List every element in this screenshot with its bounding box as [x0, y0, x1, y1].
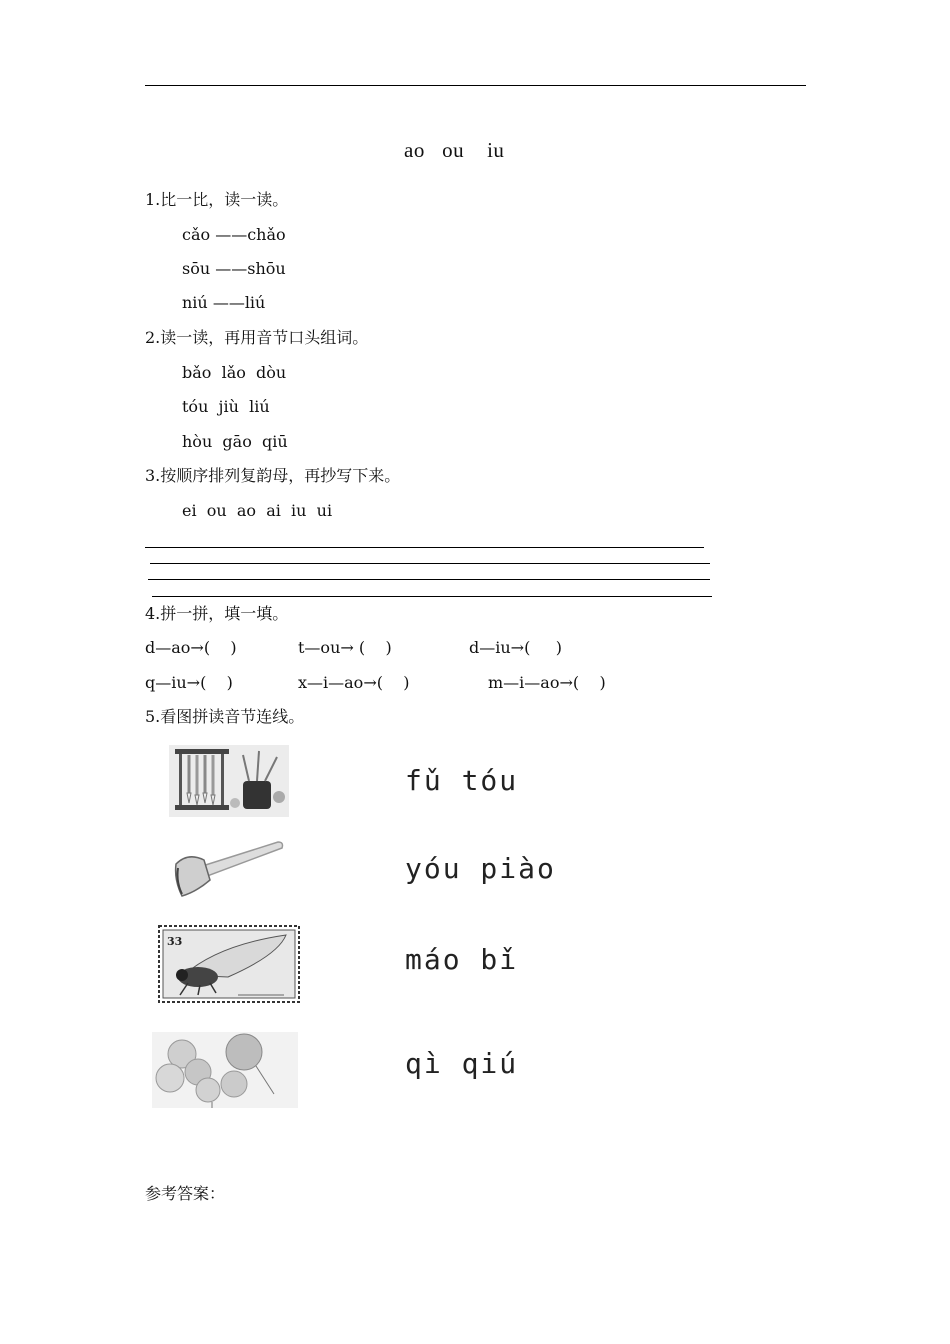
q1-heading: 1.比一比，读一读。 [145, 190, 289, 209]
stamp-icon[interactable] [158, 925, 300, 1003]
axe-icon[interactable] [166, 836, 286, 906]
writing-line[interactable] [148, 579, 710, 580]
q3-finals: ei ou ao ai iu ui [182, 501, 333, 520]
pinyin-word[interactable]: máo bǐ [405, 943, 519, 976]
pinyin-word[interactable]: fǔ tóu [405, 764, 519, 797]
q2-line: tóu jiù liú [182, 397, 270, 416]
q1-line: cǎo ——chǎo [182, 225, 286, 244]
q1-line: sōu ——shōu [182, 259, 286, 278]
q1-line: niú ——liú [182, 293, 266, 312]
brush-rack-icon[interactable] [169, 745, 289, 817]
q4-blank[interactable]: m—i—ao→( ) [488, 673, 606, 692]
q2-line: bǎo lǎo dòu [182, 363, 287, 382]
q4-blank[interactable]: x—i—ao→( ) [298, 673, 410, 692]
answers-label: 参考答案： [145, 1184, 226, 1203]
q5-heading: 5.看图拼读音节连线。 [145, 707, 305, 726]
q4-blank[interactable]: d—ao→( ) [145, 638, 237, 657]
q4-blank[interactable]: d—iu→( ) [469, 638, 562, 657]
q2-heading: 2.读一读，再用音节口头组词。 [145, 328, 369, 347]
q4-heading: 4.拼一拼，填一填。 [145, 604, 289, 623]
balloons-icon[interactable] [152, 1032, 298, 1108]
pinyin-word[interactable]: yóu piào [405, 852, 556, 885]
header-rule [145, 85, 806, 86]
stamp-value: 33 [167, 935, 183, 948]
q2-line: hòu gāo qiū [182, 432, 288, 451]
writing-line[interactable] [145, 547, 704, 548]
writing-line[interactable] [150, 563, 710, 564]
q4-blank[interactable]: q—iu→( ) [145, 673, 233, 692]
q4-blank[interactable]: t—ou→ ( ) [298, 638, 392, 657]
writing-line[interactable] [152, 596, 712, 597]
pinyin-word[interactable]: qì qiú [405, 1047, 519, 1080]
page-title: ao ou iu [404, 138, 505, 162]
q3-heading: 3.按顺序排列复韵母，再抄写下来。 [145, 466, 401, 485]
